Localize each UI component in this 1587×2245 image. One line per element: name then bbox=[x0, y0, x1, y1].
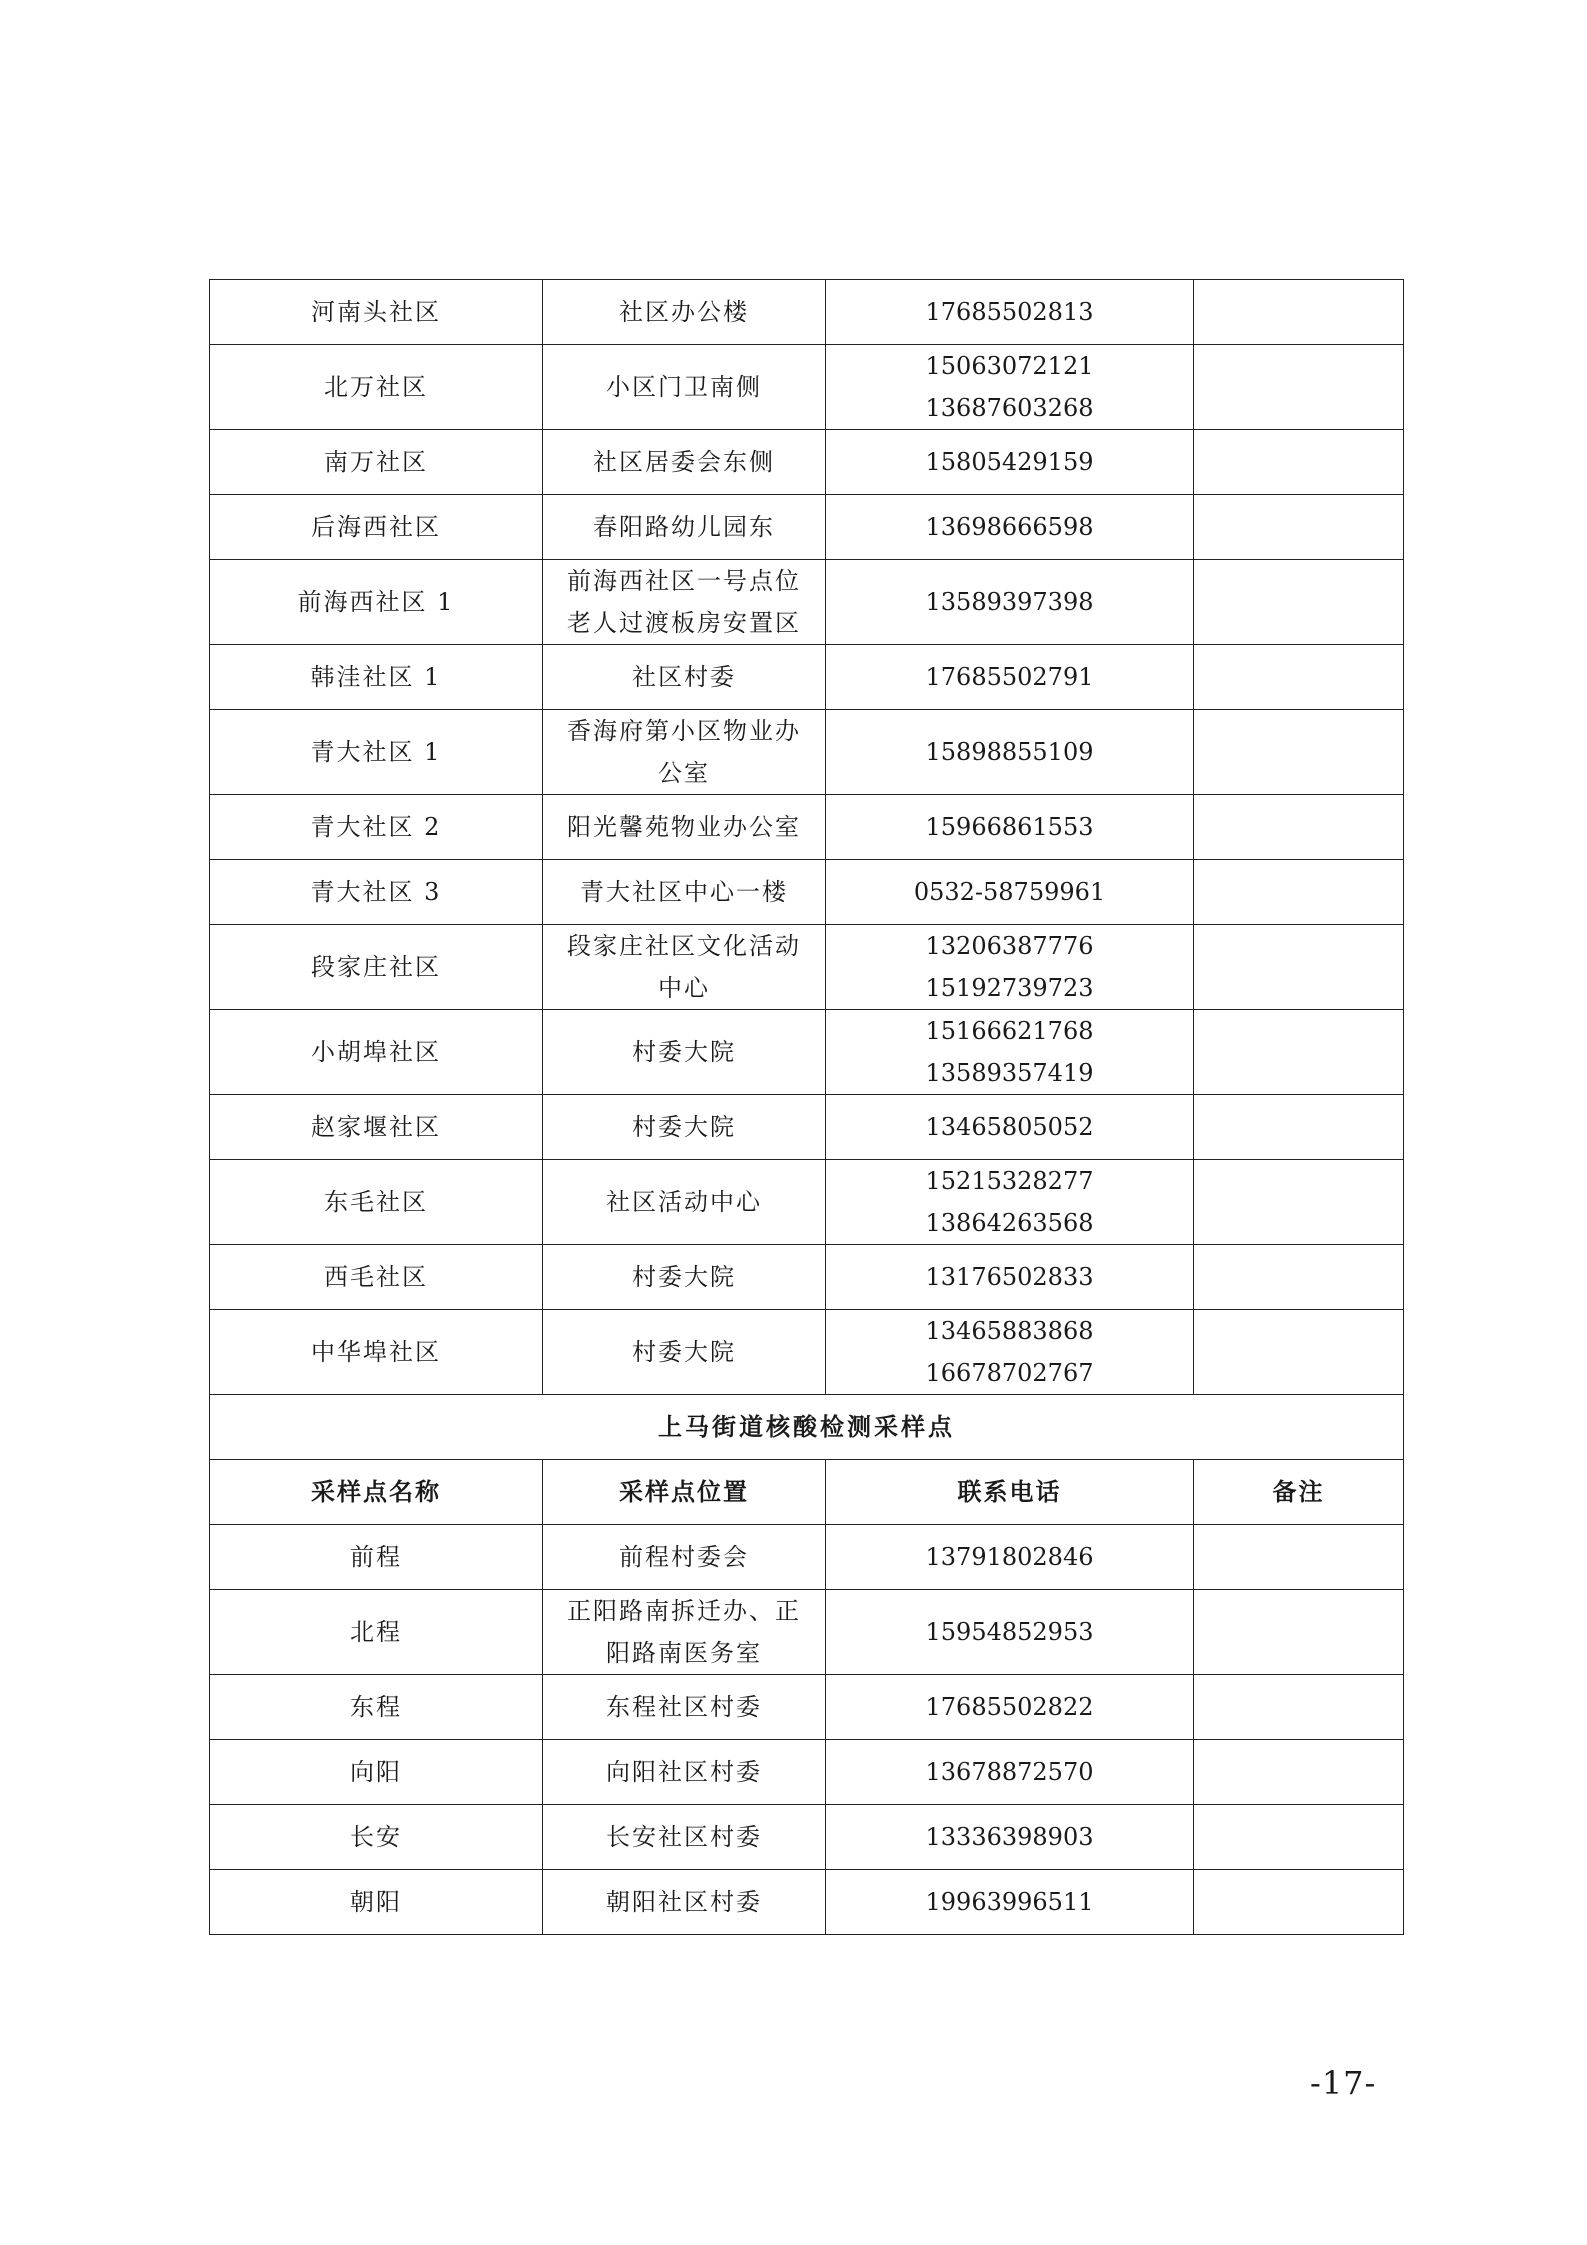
site-name-cell: 北万社区 bbox=[210, 345, 543, 430]
location-line: 社区办公楼 bbox=[619, 298, 749, 326]
table-row bbox=[210, 860, 1404, 925]
location-line: 公室 bbox=[658, 759, 710, 787]
phone-cell bbox=[826, 1740, 1194, 1805]
site-location-cell bbox=[543, 710, 826, 795]
site-name-cell: 长安 bbox=[210, 1805, 543, 1870]
table-row bbox=[210, 795, 1404, 860]
site-name-cell: 后海西社区 bbox=[210, 495, 543, 560]
site-name-cell: 韩洼社区 1 bbox=[210, 645, 543, 710]
location-line: 社区活动中心 bbox=[606, 1188, 762, 1216]
location-line: 中心 bbox=[658, 974, 710, 1002]
site-location-cell bbox=[543, 1590, 826, 1675]
location-line: 阳光馨苑物业办公室 bbox=[567, 813, 801, 841]
phone-cell bbox=[826, 1590, 1194, 1675]
note-cell bbox=[1194, 1740, 1404, 1805]
phone-cell bbox=[826, 1675, 1194, 1740]
phone-cell bbox=[826, 280, 1194, 345]
site-location-cell bbox=[543, 560, 826, 645]
table-row bbox=[210, 495, 1404, 560]
site-location-cell bbox=[543, 1160, 826, 1245]
phone-cell bbox=[826, 710, 1194, 795]
phone-number: 13589357419 bbox=[925, 1059, 1094, 1087]
section-title: 上马街道核酸检测采样点 bbox=[210, 1395, 1404, 1460]
table-row bbox=[210, 560, 1404, 645]
site-location-cell bbox=[543, 1010, 826, 1095]
phone-number: 13791802846 bbox=[925, 1543, 1094, 1571]
site-name-cell: 小胡埠社区 bbox=[210, 1010, 543, 1095]
site-location-cell bbox=[543, 1525, 826, 1590]
header-note: 备注 bbox=[1194, 1460, 1404, 1525]
note-cell bbox=[1194, 1095, 1404, 1160]
table-row bbox=[210, 1160, 1404, 1245]
phone-number: 15192739723 bbox=[925, 974, 1094, 1002]
phone-cell bbox=[826, 1525, 1194, 1590]
header-phone: 联系电话 bbox=[826, 1460, 1194, 1525]
phone-number: 13206387776 bbox=[925, 932, 1094, 960]
site-location-cell bbox=[543, 495, 826, 560]
lower-table-body bbox=[210, 1525, 1404, 1935]
location-line: 阳路南医务室 bbox=[606, 1639, 762, 1667]
phone-cell bbox=[826, 495, 1194, 560]
phone-number: 13698666598 bbox=[925, 513, 1094, 541]
site-name-cell: 向阳 bbox=[210, 1740, 543, 1805]
table-row bbox=[210, 1245, 1404, 1310]
phone-number: 15954852953 bbox=[925, 1618, 1094, 1646]
upper-table-body bbox=[210, 280, 1404, 1395]
site-name-cell: 前海西社区 1 bbox=[210, 560, 543, 645]
note-cell bbox=[1194, 1310, 1404, 1395]
phone-cell bbox=[826, 925, 1194, 1010]
page-number: -17- bbox=[1310, 2064, 1377, 2102]
table-row bbox=[210, 345, 1404, 430]
phone-number: 13589397398 bbox=[925, 588, 1094, 616]
table-row bbox=[210, 1590, 1404, 1675]
site-location-cell bbox=[543, 860, 826, 925]
site-location-cell bbox=[543, 645, 826, 710]
location-line: 前程村委会 bbox=[619, 1543, 749, 1571]
note-cell bbox=[1194, 795, 1404, 860]
location-line: 村委大院 bbox=[632, 1263, 736, 1291]
location-line: 小区门卫南侧 bbox=[606, 373, 762, 401]
note-cell bbox=[1194, 1675, 1404, 1740]
note-cell bbox=[1194, 1245, 1404, 1310]
phone-cell bbox=[826, 1010, 1194, 1095]
site-location-cell bbox=[543, 795, 826, 860]
phone-number: 17685502791 bbox=[925, 663, 1094, 691]
site-name-cell: 青大社区 3 bbox=[210, 860, 543, 925]
site-location-cell bbox=[543, 430, 826, 495]
note-cell bbox=[1194, 430, 1404, 495]
table-row bbox=[210, 1310, 1404, 1395]
phone-cell bbox=[826, 1870, 1194, 1935]
table-row bbox=[210, 710, 1404, 795]
note-cell bbox=[1194, 345, 1404, 430]
site-name-cell: 中华埠社区 bbox=[210, 1310, 543, 1395]
phone-number: 19963996511 bbox=[925, 1888, 1094, 1916]
site-name-cell: 北程 bbox=[210, 1590, 543, 1675]
phone-number: 13465805052 bbox=[925, 1113, 1094, 1141]
location-line: 社区居委会东侧 bbox=[593, 448, 775, 476]
table-row bbox=[210, 645, 1404, 710]
location-line: 香海府第小区物业办 bbox=[567, 717, 801, 745]
section-block bbox=[210, 1395, 1404, 1525]
phone-cell bbox=[826, 1310, 1194, 1395]
sampling-points-table bbox=[209, 279, 1404, 1935]
phone-cell bbox=[826, 560, 1194, 645]
table-row bbox=[210, 280, 1404, 345]
phone-cell bbox=[826, 795, 1194, 860]
phone-cell bbox=[826, 430, 1194, 495]
phone-number: 17685502822 bbox=[925, 1693, 1094, 1721]
phone-number: 15215328277 bbox=[925, 1167, 1094, 1195]
location-line: 春阳路幼儿园东 bbox=[593, 513, 775, 541]
site-name-cell: 东程 bbox=[210, 1675, 543, 1740]
phone-cell bbox=[826, 1245, 1194, 1310]
phone-cell bbox=[826, 860, 1194, 925]
location-line: 社区村委 bbox=[632, 663, 736, 691]
location-line: 向阳社区村委 bbox=[606, 1758, 762, 1786]
phone-number: 15898855109 bbox=[925, 738, 1094, 766]
site-location-cell bbox=[543, 1805, 826, 1870]
phone-number: 15166621768 bbox=[925, 1017, 1094, 1045]
header-location: 采样点位置 bbox=[543, 1460, 826, 1525]
location-line: 村委大院 bbox=[632, 1338, 736, 1366]
note-cell bbox=[1194, 1160, 1404, 1245]
site-location-cell bbox=[543, 1245, 826, 1310]
location-line: 长安社区村委 bbox=[606, 1823, 762, 1851]
phone-number: 13336398903 bbox=[925, 1823, 1094, 1851]
note-cell bbox=[1194, 710, 1404, 795]
header-name: 采样点名称 bbox=[210, 1460, 543, 1525]
site-location-cell bbox=[543, 280, 826, 345]
note-cell bbox=[1194, 1525, 1404, 1590]
site-location-cell bbox=[543, 1740, 826, 1805]
site-name-cell: 赵家堰社区 bbox=[210, 1095, 543, 1160]
phone-number: 17685502813 bbox=[925, 298, 1094, 326]
table-row bbox=[210, 925, 1404, 1010]
note-cell bbox=[1194, 1870, 1404, 1935]
note-cell bbox=[1194, 860, 1404, 925]
table-row bbox=[210, 1805, 1404, 1870]
note-cell bbox=[1194, 1010, 1404, 1095]
table-row bbox=[210, 1010, 1404, 1095]
phone-cell bbox=[826, 1805, 1194, 1870]
note-cell bbox=[1194, 925, 1404, 1010]
location-line: 朝阳社区村委 bbox=[606, 1888, 762, 1916]
table-row bbox=[210, 1675, 1404, 1740]
phone-number: 16678702767 bbox=[925, 1359, 1094, 1387]
section-title-row bbox=[210, 1395, 1404, 1460]
location-line: 青大社区中心一楼 bbox=[580, 878, 788, 906]
site-name-cell: 青大社区 2 bbox=[210, 795, 543, 860]
site-location-cell bbox=[543, 1675, 826, 1740]
site-name-cell: 青大社区 1 bbox=[210, 710, 543, 795]
note-cell bbox=[1194, 560, 1404, 645]
site-name-cell: 朝阳 bbox=[210, 1870, 543, 1935]
table-row bbox=[210, 1525, 1404, 1590]
site-location-cell bbox=[543, 925, 826, 1010]
site-location-cell bbox=[543, 1095, 826, 1160]
phone-number: 13176502833 bbox=[925, 1263, 1094, 1291]
phone-number: 0532-58759961 bbox=[913, 878, 1106, 906]
header-row bbox=[210, 1460, 1404, 1525]
phone-cell bbox=[826, 645, 1194, 710]
site-location-cell bbox=[543, 1870, 826, 1935]
note-cell bbox=[1194, 280, 1404, 345]
phone-number: 13465883868 bbox=[925, 1317, 1094, 1345]
site-name-cell: 东毛社区 bbox=[210, 1160, 543, 1245]
location-line: 东程社区村委 bbox=[606, 1693, 762, 1721]
phone-number: 13864263568 bbox=[925, 1209, 1094, 1237]
phone-cell bbox=[826, 1095, 1194, 1160]
phone-cell bbox=[826, 1160, 1194, 1245]
phone-number: 15966861553 bbox=[925, 813, 1094, 841]
phone-cell bbox=[826, 345, 1194, 430]
phone-number: 15063072121 bbox=[925, 352, 1094, 380]
table-row bbox=[210, 1095, 1404, 1160]
phone-number: 15805429159 bbox=[925, 448, 1094, 476]
location-line: 村委大院 bbox=[632, 1113, 736, 1141]
location-line: 老人过渡板房安置区 bbox=[567, 609, 801, 637]
note-cell bbox=[1194, 1805, 1404, 1870]
location-line: 村委大院 bbox=[632, 1038, 736, 1066]
site-name-cell: 南万社区 bbox=[210, 430, 543, 495]
table-row bbox=[210, 1740, 1404, 1805]
site-name-cell: 河南头社区 bbox=[210, 280, 543, 345]
site-location-cell bbox=[543, 345, 826, 430]
table-row bbox=[210, 430, 1404, 495]
location-line: 前海西社区一号点位 bbox=[567, 567, 801, 595]
site-location-cell bbox=[543, 1310, 826, 1395]
note-cell bbox=[1194, 1590, 1404, 1675]
site-name-cell: 段家庄社区 bbox=[210, 925, 543, 1010]
site-name-cell: 前程 bbox=[210, 1525, 543, 1590]
phone-number: 13687603268 bbox=[925, 394, 1094, 422]
site-name-cell: 西毛社区 bbox=[210, 1245, 543, 1310]
note-cell bbox=[1194, 495, 1404, 560]
location-line: 正阳路南拆迁办、正 bbox=[567, 1597, 801, 1625]
table-row bbox=[210, 1870, 1404, 1935]
location-line: 段家庄社区文化活动 bbox=[567, 932, 801, 960]
phone-number: 13678872570 bbox=[925, 1758, 1094, 1786]
note-cell bbox=[1194, 645, 1404, 710]
